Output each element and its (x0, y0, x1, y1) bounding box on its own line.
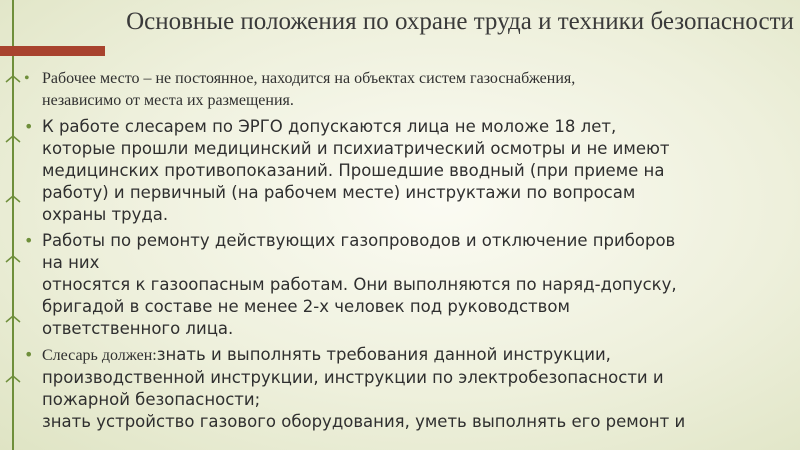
bullet-item (24, 68, 784, 112)
bullet-line: медицинских противопоказаний. Прошедшие вводный (при приеме на (42, 161, 665, 180)
bullet-line: бригадой в составе не менее 2-х человек под руководством (42, 297, 570, 316)
bullet-dot-icon: • (24, 345, 34, 364)
bullet-line (42, 344, 784, 367)
bullet-line: пожарной безопасности; (42, 390, 261, 409)
bullet-dot-icon: • (24, 231, 34, 250)
decorative-chevrons (2, 72, 24, 442)
bullet-line: на них (42, 253, 100, 272)
bullet-lead: Слесарь должен: (42, 347, 157, 364)
bullet-dot-icon: • (24, 117, 34, 136)
bullet-line: относятся к газоопасным работам. Они выполняются по наряд-допуску, (42, 275, 677, 294)
slide-title: Основные положения по охране труда и техники безопасности (126, 8, 794, 35)
bullet-item (24, 344, 784, 433)
bullet-line: К работе слесарем по ЭРГО допускаются лица не моложе 18 лет, (42, 117, 617, 136)
bullet-line-text: знать и выполнять требования данной инструкции, (156, 345, 611, 364)
bullet-line: производственной инструкции, инструкции по электробезопасности и (42, 368, 664, 387)
bullet-item (24, 230, 784, 340)
bullet-line: Работы по ремонту действующих газопроводов и отключение приборов (42, 231, 676, 250)
bullet-line: знать устройство газового оборудования, уметь выполнять его ремонт и (42, 412, 686, 431)
bullet-line: работу) и первичный (на рабочем месте) инструктажи по вопросам (42, 183, 636, 202)
bullet-line: ответственного лица. (42, 319, 234, 338)
bullet-line: Рабочее место – не постоянное, находится на объектах систем газоснабжения, (42, 70, 576, 87)
bullet-line: охраны труда. (42, 205, 169, 224)
accent-bar (0, 46, 105, 56)
slide-content (24, 68, 784, 437)
bullet-line: которые прошли медицинский и психиатрический осмотры и не имеют (42, 139, 670, 158)
bullet-item (24, 116, 784, 226)
bullet-line: независимо от места их размещения. (42, 92, 294, 109)
bullet-dot-icon: • (24, 70, 30, 87)
